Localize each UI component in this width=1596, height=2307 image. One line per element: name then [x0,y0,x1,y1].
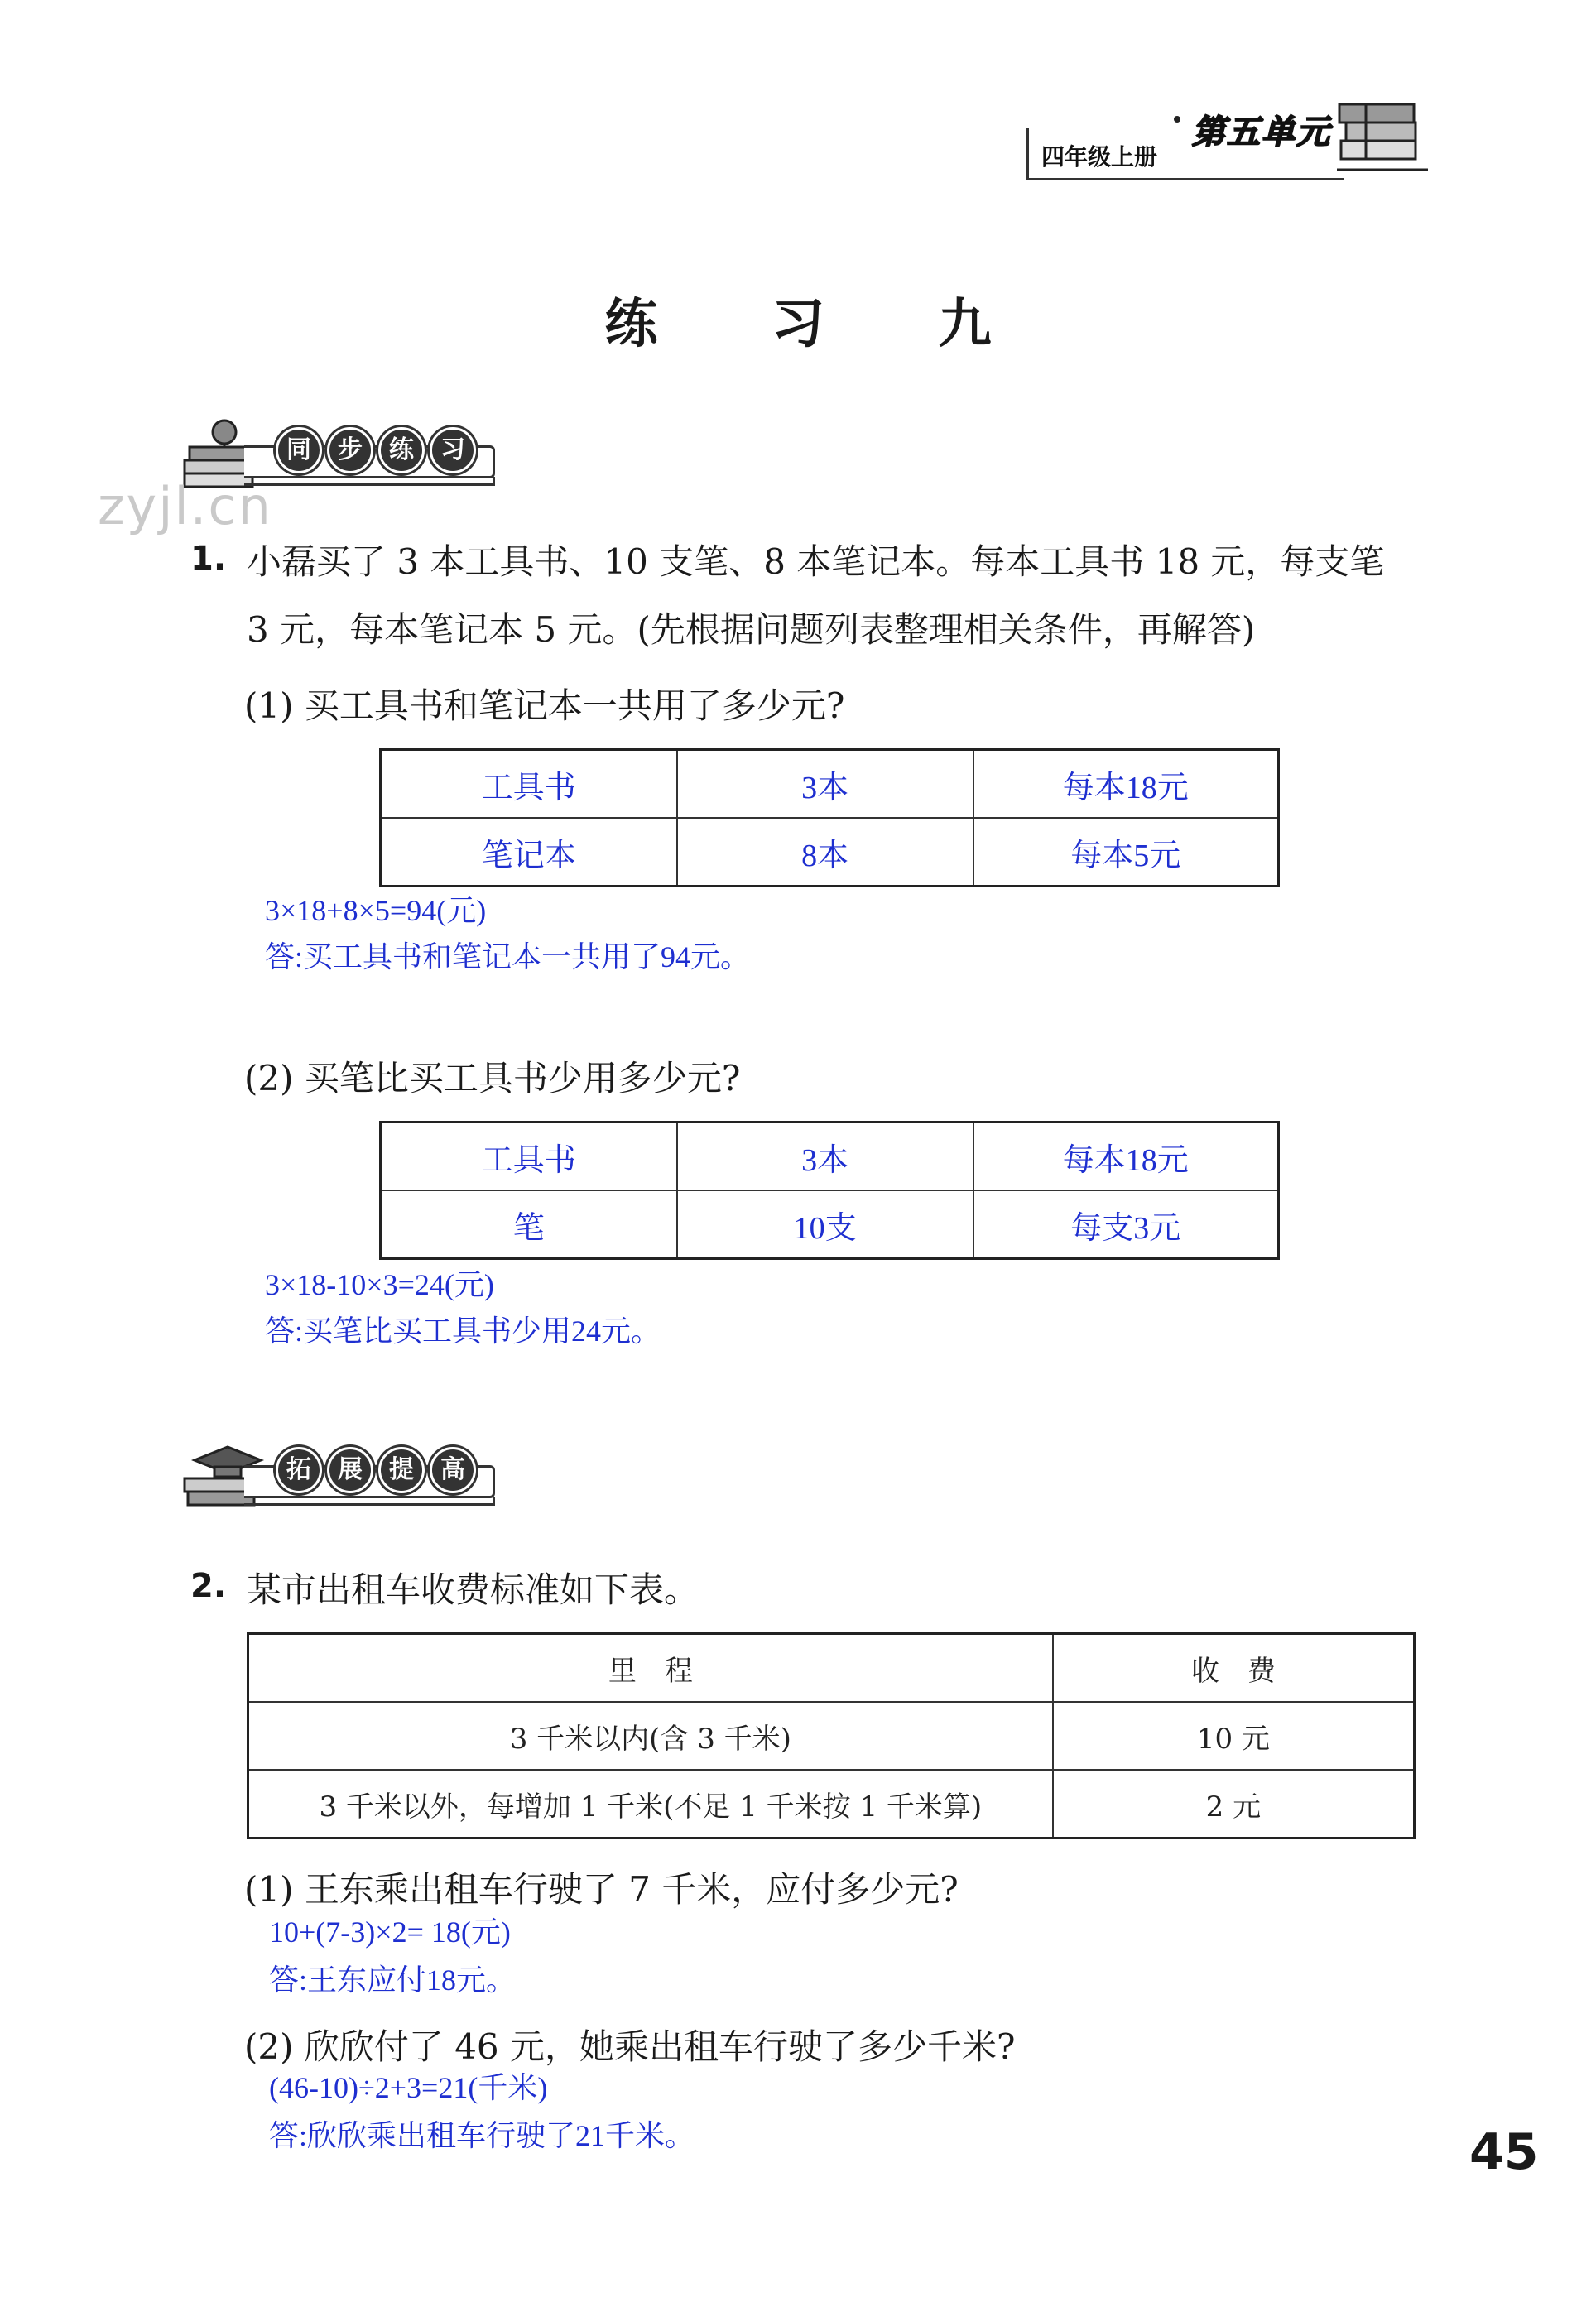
calculation: 10+(7-3)×2= 18(元) [269,1915,511,1949]
unit-label: 第五单元 [1192,113,1331,151]
sub-question: (1) 买工具书和笔记本一共用了多少元? [244,685,845,726]
question-text: 某市出租车收费标准如下表。 [247,1569,699,1610]
answer: 答:买工具书和笔记本一共用了94元。 [265,940,751,973]
answer: 答:买笔比买工具书少用24元。 [265,1315,661,1348]
table-cell: 工具书 [381,1122,677,1191]
table-header: 里 程 [248,1634,1053,1703]
banner-char: 高 [430,1447,476,1493]
banner-char: 同 [276,427,322,473]
watermark: zyjl.cn [98,476,272,536]
table-row [248,1634,1415,1703]
page-title: 练 习 九 [604,293,1040,355]
question-number: 1. [190,540,227,578]
banner-char: 拓 [276,1447,322,1493]
table-cell: 3本 [677,1122,973,1191]
calculation: 3×18+8×5=94(元) [265,894,487,927]
answer: 答:欣欣乘出租车行驶了21千米。 [269,2119,695,2152]
table-cell: 8本 [677,818,973,887]
calculation: 3×18-10×3=24(元) [265,1268,494,1301]
question-text: 3 元，每本笔记本 5 元。(先根据问题列表整理相关条件，再解答) [247,609,1256,650]
table-row [381,1190,1279,1259]
banner-char: 展 [327,1447,373,1493]
header-dot [1174,116,1180,123]
table-row [248,1702,1415,1770]
table-cell: 每本18元 [973,1122,1279,1191]
table-cell: 每本5元 [973,818,1279,887]
table-cell: 3 千米以外，每增加 1 千米(不足 1 千米按 1 千米算) [248,1770,1053,1838]
table-cell: 工具书 [381,750,677,819]
table-row [381,818,1279,887]
table-cell: 笔 [381,1190,677,1259]
banner-char: 步 [327,427,373,473]
table-row [381,1122,1279,1191]
section-banner-ext [178,1432,526,1507]
table-header: 收 费 [1053,1634,1415,1703]
grade-label: 四年级上册 [1041,143,1158,171]
page-number: 45 [1469,2123,1539,2181]
table-row [248,1770,1415,1838]
table-cell: 3 千米以内(含 3 千米) [248,1702,1053,1770]
table-row [381,750,1279,819]
banner-char: 提 [378,1447,425,1493]
answer: 答:王东应付18元。 [269,1963,517,1997]
calculation: (46-10)÷2+3=21(千米) [269,2071,548,2104]
sub-question: (2) 欣欣付了 46 元，她乘出租车行驶了多少千米? [244,2026,1016,2067]
table-cell: 每本18元 [973,750,1279,819]
table-cell: 笔记本 [381,818,677,887]
table-cell: 2 元 [1053,1770,1415,1838]
sub-question: (2) 买笔比买工具书少用多少元? [244,1058,741,1098]
books-icon [1333,91,1432,182]
question-number: 2. [190,1567,227,1605]
table-cell: 每支3元 [973,1190,1279,1259]
data-table [379,1121,1280,1260]
table-cell: 10支 [677,1190,973,1259]
question-text: 小磊买了 3 本工具书、10 支笔、8 本笔记本。每本工具书 18 元，每支笔 [247,541,1385,582]
banner-char: 练 [378,427,425,473]
data-table [379,748,1280,887]
sub-question: (1) 王东乘出租车行驶了 7 千米，应付多少元? [244,1869,959,1910]
fare-table [247,1632,1416,1839]
banner-char: 习 [430,427,476,473]
table-cell: 3本 [677,750,973,819]
table-cell: 10 元 [1053,1702,1415,1770]
